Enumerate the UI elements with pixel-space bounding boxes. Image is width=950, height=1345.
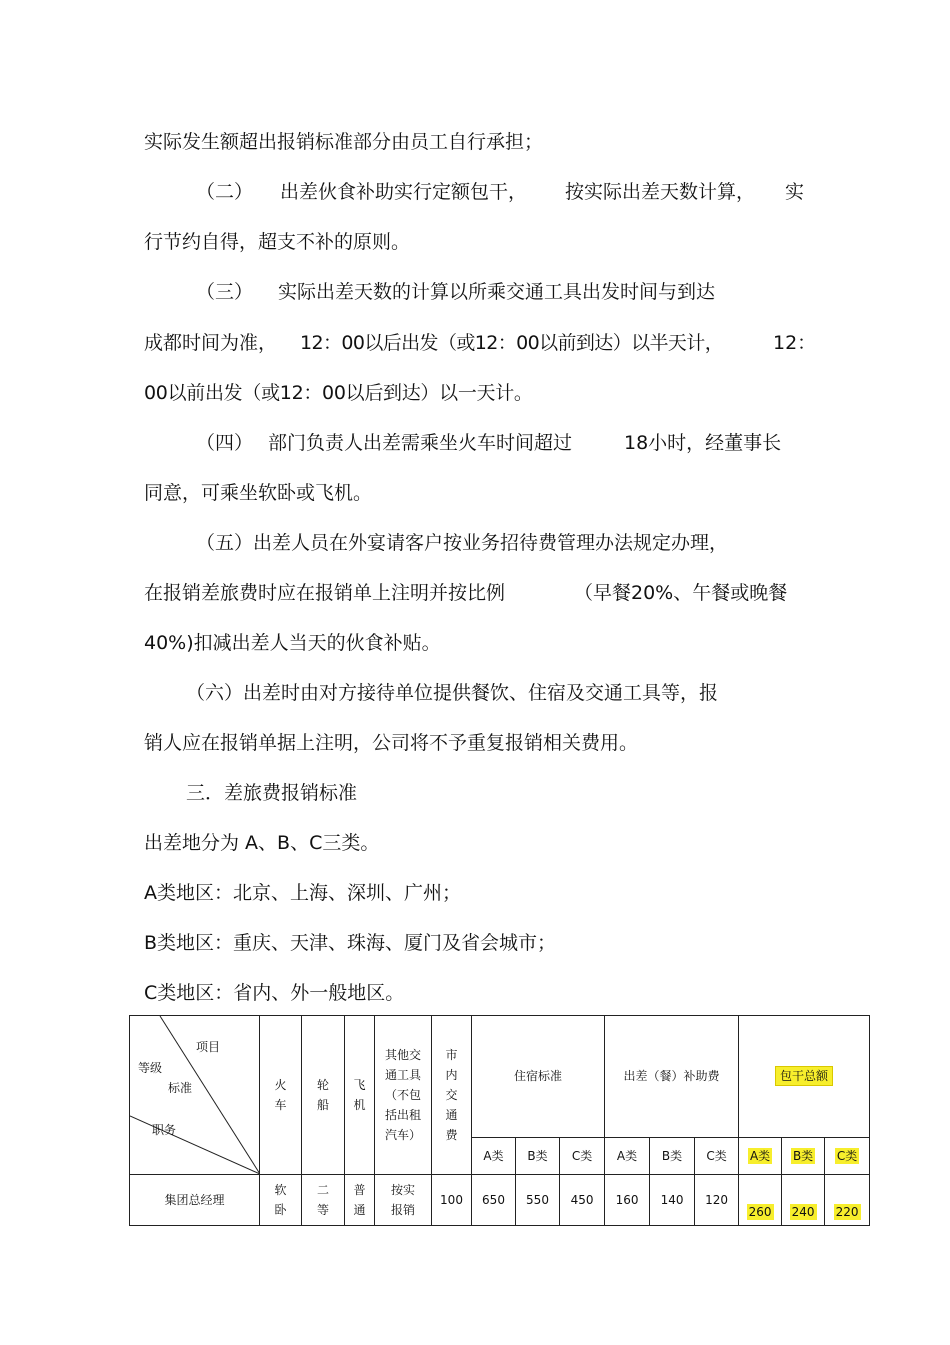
row-total-b: 240 [782, 1175, 825, 1226]
corner-label-position: 职务 [152, 1123, 177, 1137]
text-line-11: 40%)扣减出差人当天的伙食补贴。 [144, 632, 441, 654]
corner-label-grade: 等级 [138, 1061, 163, 1075]
text-line-5: 成都时间为准， 12：00以后出发（或12：00以前到达）以半天计， 12： [144, 332, 817, 354]
row-position: 集团总经理 [130, 1175, 260, 1226]
sub-lodging-b: B类 [516, 1137, 560, 1174]
header-other-transport: 其他交通工具（不包括出租汽车） [375, 1016, 432, 1175]
row-allowance-a: 160 [605, 1175, 650, 1226]
text-line-1: 实际发生额超出报销标准部分由员工自行承担； [144, 131, 544, 153]
header-city-transport: 市内交通费 [432, 1016, 472, 1175]
row-city: 100 [432, 1175, 472, 1226]
text-line-15: 出差地分为 A、B、C三类。 [144, 832, 380, 854]
travel-standard-table [129, 1015, 870, 1226]
text-line-8: 同意，可乘坐软卧或飞机。 [144, 482, 373, 504]
sub-total-c: C类 [825, 1137, 870, 1174]
header-total: 包干总额 [739, 1016, 870, 1138]
sub-allowance-a: A类 [605, 1137, 650, 1174]
text-line-6: 00以前出发（或12：00以后到达）以一天计。 [144, 382, 533, 404]
header-ship: 轮船 [302, 1016, 345, 1175]
row-total-a: 260 [739, 1175, 782, 1226]
text-line-3: 行节约自得，超支不补的原则。 [144, 231, 411, 253]
row-allowance-b: 140 [650, 1175, 695, 1226]
sub-lodging-a: A类 [472, 1137, 516, 1174]
section-heading: 三．差旅费报销标准 [186, 782, 358, 804]
header-train: 火车 [260, 1016, 302, 1175]
row-allowance-c: 120 [695, 1175, 739, 1226]
header-lodging: 住宿标准 [472, 1016, 605, 1138]
sub-total-b: B类 [782, 1137, 825, 1174]
header-allowance: 出差（餐）补助费 [605, 1016, 739, 1138]
row-ship: 二等 [302, 1175, 345, 1226]
table-row [130, 1175, 870, 1226]
text-line-9: （五）出差人员在外宴请客户按业务招待费管理办法规定办理， [196, 532, 729, 554]
sub-allowance-b: B类 [650, 1137, 695, 1174]
header-plane: 飞机 [345, 1016, 375, 1175]
corner-label-standard: 标准 [168, 1081, 193, 1095]
text-line-7: （四） 部门负责人出差需乘坐火车时间超过 18小时，经董事长 [196, 432, 782, 454]
text-line-16: A类地区：北京、上海、深圳、广州； [144, 882, 461, 904]
row-lodging-b: 550 [516, 1175, 560, 1226]
text-line-2: （二） 出差伙食补助实行定额包干， 按实际出差天数计算， 实 [196, 181, 805, 203]
text-line-12: （六）出差时由对方接待单位提供餐饮、住宿及交通工具等，报 [186, 682, 719, 704]
text-line-17: B类地区：重庆、天津、珠海、厦门及省会城市； [144, 932, 557, 954]
text-line-4: （三） 实际出差天数的计算以所乘交通工具出发时间与到达 [196, 281, 716, 303]
corner-label-item: 项目 [196, 1040, 221, 1054]
text-line-13: 销人应在报销单据上注明，公司将不予重复报销相关费用。 [144, 732, 639, 754]
sub-lodging-c: C类 [560, 1137, 605, 1174]
row-other: 按实报销 [375, 1175, 432, 1226]
row-train: 软卧 [260, 1175, 302, 1226]
table-corner-header [130, 1016, 260, 1175]
sub-total-a: A类 [739, 1137, 782, 1174]
text-line-10: 在报销差旅费时应在报销单上注明并按比例 （早餐20%、午餐或晚餐 [144, 582, 788, 604]
text-line-18: C类地区：省内、外一般地区。 [144, 982, 405, 1004]
row-plane: 普通 [345, 1175, 375, 1226]
sub-allowance-c: C类 [695, 1137, 739, 1174]
row-lodging-c: 450 [560, 1175, 605, 1226]
row-total-c: 220 [825, 1175, 870, 1226]
row-lodging-a: 650 [472, 1175, 516, 1226]
diagonal-lines [130, 1016, 260, 1174]
